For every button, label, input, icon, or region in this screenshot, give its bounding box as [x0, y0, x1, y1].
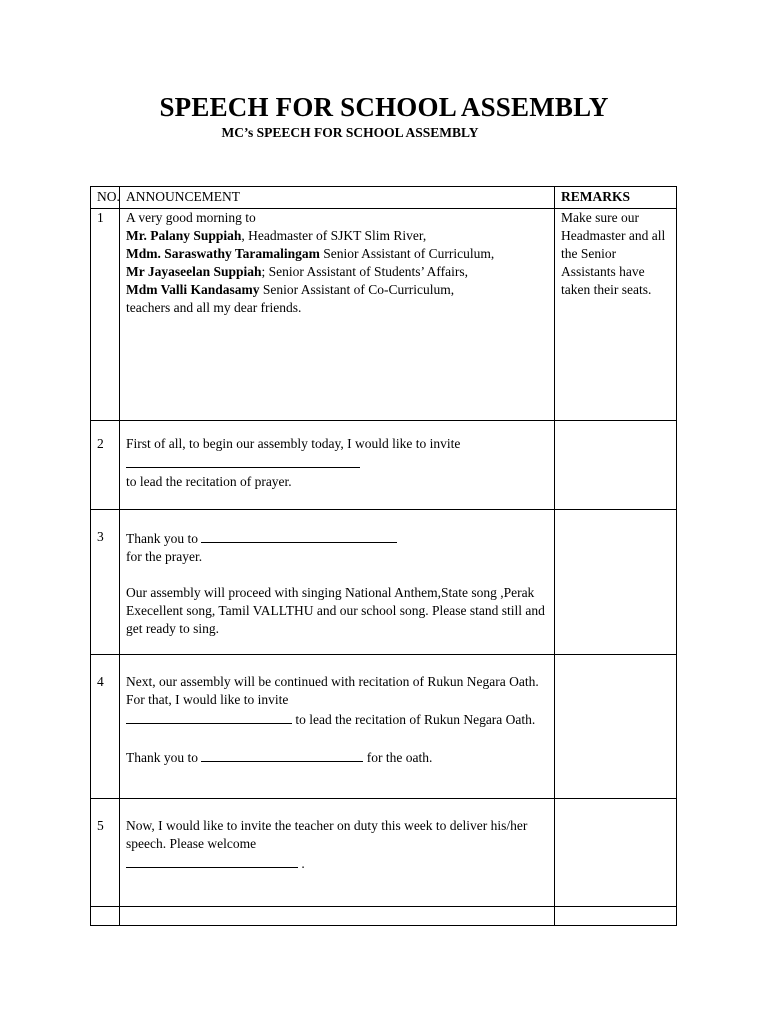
announcement-cell — [120, 655, 555, 799]
row-number: 4 — [91, 655, 120, 799]
guest-name: Mr. Palany Suppiah — [126, 228, 242, 243]
guest-role: Senior Assistant of Co-Curriculum, — [259, 282, 455, 297]
guest-name: Mdm Valli Kandasamy — [126, 282, 260, 297]
announcement-cell — [120, 799, 555, 907]
remarks-cell — [555, 799, 677, 907]
table-header-row — [91, 187, 677, 209]
announcement-text: to lead the recitation of prayer. — [126, 474, 292, 489]
table-row — [91, 655, 677, 799]
blank-line — [126, 453, 360, 468]
header-announcement: ANNOUNCEMENT — [120, 187, 555, 209]
guest-line — [126, 281, 548, 299]
announcement-text: to lead the recitation of Rukun Negara Oath. — [292, 712, 536, 727]
blank-line — [201, 528, 397, 543]
announcement-text: for the prayer. — [126, 549, 203, 564]
announcement-text: Thank you to — [126, 750, 202, 765]
closing-text: teachers and all my dear friends. — [126, 300, 302, 315]
remarks-cell — [555, 510, 677, 655]
announcement-text: First of all, to begin our assembly today, I would like to invite — [126, 436, 461, 451]
blank-line — [201, 747, 363, 762]
table-row — [91, 510, 677, 655]
announcement-cell — [120, 510, 555, 655]
announcement-cell — [120, 209, 555, 421]
row-number: 2 — [91, 421, 120, 510]
header-no: NO. — [91, 187, 120, 209]
document-title: SPEECH FOR SCHOOL ASSEMBLY — [159, 92, 609, 122]
greeting-text: A very good morning to — [126, 210, 256, 225]
header-remarks: REMARKS — [555, 187, 677, 209]
remarks-cell — [555, 655, 677, 799]
remarks-cell — [555, 421, 677, 510]
announcement-text: Next, our assembly will be continued with recitation of Rukun Negara Oath. For that, I would like to invite — [126, 674, 539, 707]
row-number: 1 — [91, 209, 120, 421]
guest-line — [126, 263, 548, 281]
guest-line — [126, 245, 548, 263]
row-number: 3 — [91, 510, 120, 655]
guest-name: Mr Jayaseelan Suppiah — [126, 264, 262, 279]
blank-line — [126, 709, 292, 724]
guest-name: Mdm. Saraswathy Taramalingam — [126, 246, 320, 261]
assembly-table — [90, 186, 677, 926]
announcement-text: Our assembly will proceed with singing National Anthem,State song ,Perak Execellent song, Tamil VALLTHU and our school song. Please stand still and get ready to sing. — [126, 585, 545, 636]
announcement-text: . — [298, 856, 305, 871]
document-subtitle: MC’s SPEECH FOR SCHOOL ASSEMBLY — [221, 125, 479, 140]
remarks-cell: Make sure our Headmaster and all the Senior Assistants have taken their seats. — [555, 209, 677, 421]
table-row — [91, 421, 677, 510]
guest-role: Senior Assistant of Curriculum, — [319, 246, 495, 261]
table-row — [91, 907, 677, 926]
table-row — [91, 799, 677, 907]
announcement-text: Thank you to — [126, 531, 202, 546]
table-row — [91, 209, 677, 421]
guest-line — [126, 227, 548, 245]
blank-line — [126, 853, 298, 868]
guest-role: ; Senior Assistant of Students’ Affairs, — [261, 264, 469, 279]
guest-role: , Headmaster of SJKT Slim River, — [241, 228, 427, 243]
announcement-text: for the oath. — [363, 750, 433, 765]
announcement-text: Now, I would like to invite the teacher on duty this week to deliver his/her speech. Please welcome — [126, 818, 528, 851]
announcement-cell — [120, 421, 555, 510]
row-number: 5 — [91, 799, 120, 907]
